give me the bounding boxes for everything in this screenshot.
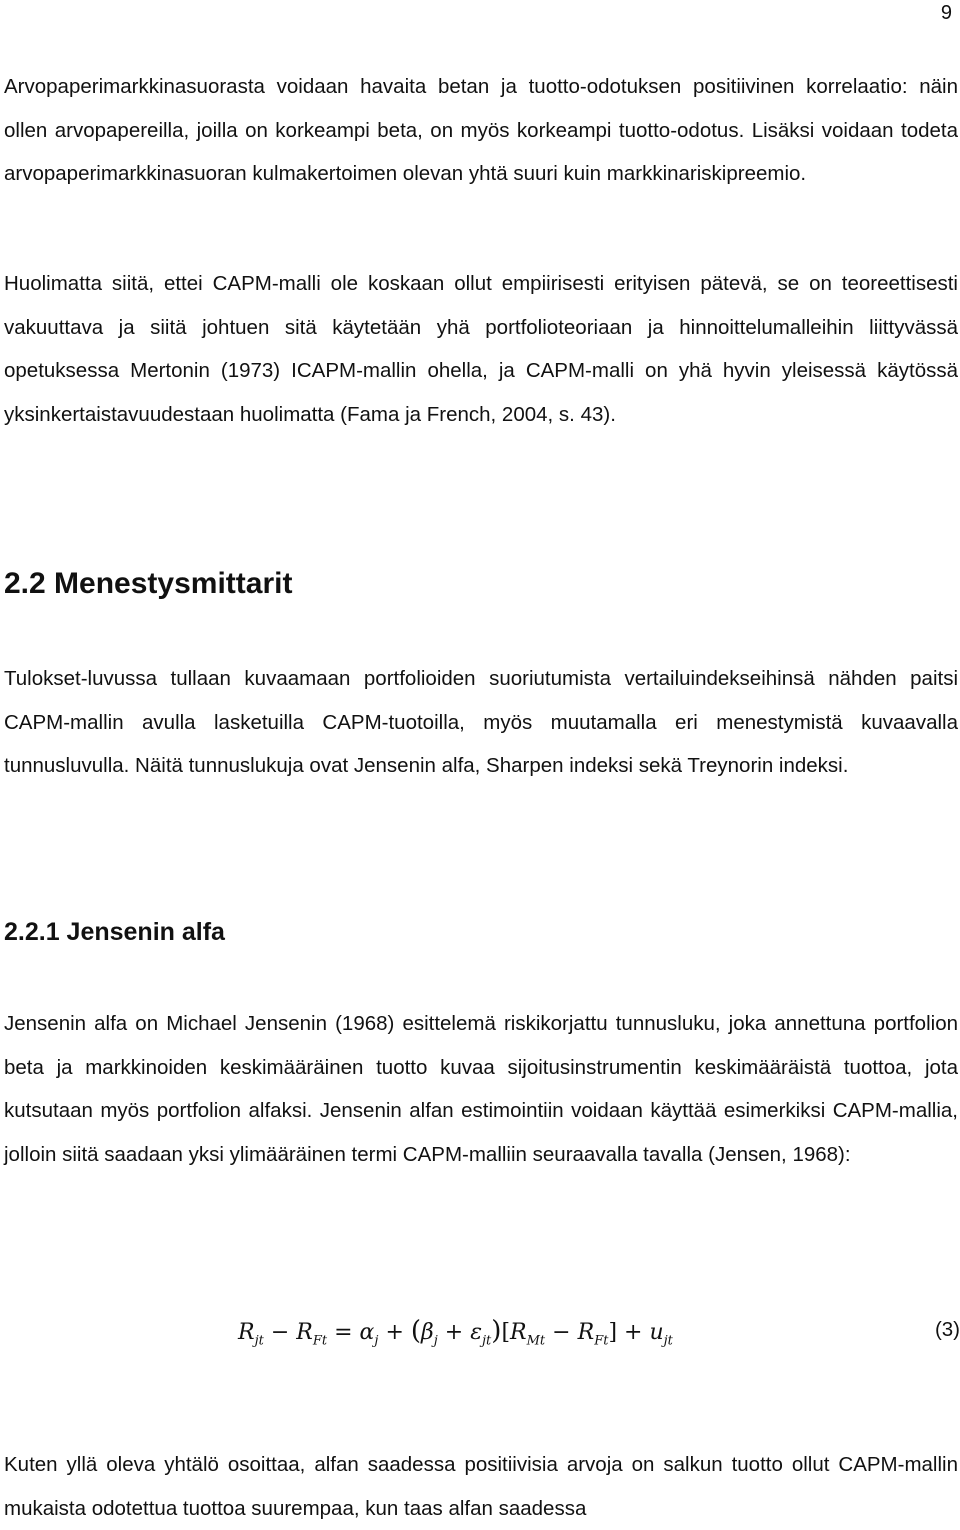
- paragraph-capm-validity: Huolimatta siitä, ettei CAPM-malli ole koskaan ollut empiirisesti erityisen pätevä, se on teoreettisesti vakuuttava ja siitä johtuen sitä käytetään yhä portfolioteoriaan ja hinnoittelumalleihin liittyvässä opetuksessa Mertonin (1973) ICAPM-mallin ohella, ja CAPM-malli on yhä hyvin yleisessä käytössä yksinkertaistavuudestaan huolimatta (Fama ja French, 2004, s. 43).: [4, 272, 958, 426]
- paragraph-alpha-interpretation: Kuten yllä oleva yhtälö osoittaa, alfan saadessa positiivisia arvoja on salkun tuotto ollut CAPM-mallin mukaista odotettua tuottoa suurempaa, kun taas alfan saadessa: [4, 1453, 958, 1520]
- section-heading: 2.2 Menestysmittarit: [4, 567, 293, 600]
- equation-body: $R_{jt} - R_{Ft} = \alpha_j + (\beta_j + \varepsilon_{jt})[R_{Mt} - R_{Ft}] + u_{jt}$: [238, 1316, 673, 1349]
- paragraph-jensen-alpha: Jensenin alfa on Michael Jensenin (1968) esittelemä riskikorjattu tunnusluku, joka annettuna portfolion beta ja markkinoiden keskimääräinen tuotto kuvaa sijoitusinstrumentin keskimääräistä tuottoa, jota kutsutaan myös portfolion alfaksi. Jensenin alfan estimointiin voidaan käyttää esimerkiksi CAPM-mallia, jolloin siitä saadaan yksi ylimääräinen termi CAPM-malliin seuraavalla tavalla (Jensen, 1968):: [4, 1012, 958, 1166]
- equation-3: [0, 1312, 960, 1356]
- subsection-heading: 2.2.1 Jensenin alfa: [4, 918, 225, 946]
- page-number: 9: [940, 2, 952, 24]
- equation-number: (3): [934, 1318, 960, 1341]
- paragraph-performance-measures: Tulokset-luvussa tullaan kuvaamaan portfolioiden suoriutumista vertailuindekseihinsä nähden paitsi CAPM-mallin avulla lasketuilla CAPM-tuotoilla, myös muutamalla eri menestymistä kuvaavalla tunnusluvulla. Näitä tunnuslukuja ovat Jensenin alfa, Sharpen indeksi sekä Treynorin indeksi.: [4, 667, 958, 777]
- paragraph-sml-correlation: Arvopaperimarkkinasuorasta voidaan havaita betan ja tuotto-odotuksen positiivinen korrelaatio: näin ollen arvopapereilla, joilla on korkeampi beta, on myös korkeampi tuotto-odotus. Lisäksi voidaan todeta arvopaperimarkkinasuoran kulmakertoimen olevan yhtä suuri kuin markkinariskipreemio.: [4, 75, 958, 185]
